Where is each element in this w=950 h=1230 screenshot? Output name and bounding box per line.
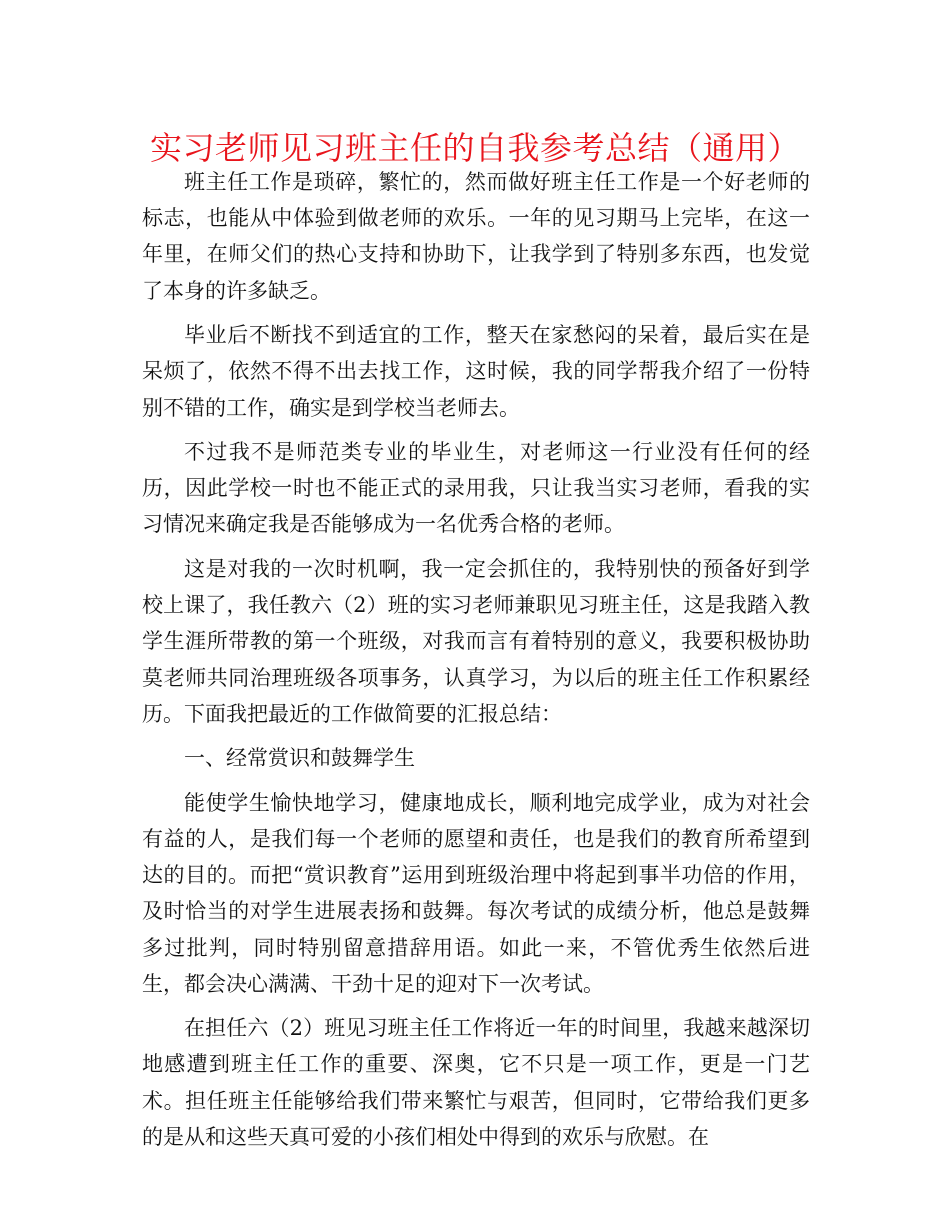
document-title: 实习老师见习班主任的自我参考总结（通用） [149,129,800,167]
paragraph-appreciation: 能使学生愉快地学习，健康地成长，顺利地完成学业，成为对社会有益的人，是我们每一个老师的愿望和责任，也是我们的教育所希望到达的目的。而把“赏识教育”运用到班级治理中将起到事半功倍的作用，及时恰当的对学生进展表扬和鼓舞。每次考试的成绩分析，他总是鼓舞多过批判，同时特别留意措辞用语。如此一来，不管优秀生依然后进生，都会决心满满、干劲十足的迎对下一次考试。 [142,790,810,996]
document-body [142,164,810,1163]
paragraph-opportunity: 这是对我的一次时机啊，我一定会抓住的，我特别快的预备好到学校上课了，我任教六（2）班的实习老师兼职见习班主任，这是我踏入教学生涯所带教的第一个班级，对我而言有着特别的意义，我要积极协助莫老师共同治理班级各项事务，认真学习，为以后的班主任工作积累经历。下面我把最近的工作做简要的汇报总结： [142,556,810,726]
paragraph-reflection: 在担任六（2）班见习班主任工作将近一年的时间里，我越来越深切地感遭到班主任工作的重要、深奥，它不只是一项工作，更是一门艺术。担任班主任能够给我们带来繁忙与艰苦，但同时，它带给我们更多的是从和这些天真可爱的小孩们相处中得到的欢乐与欣慰。在 [142,1016,810,1149]
paragraph-internship: 不过我不是师范类专业的毕业生，对老师这一行业没有任何的经历，因此学校一时也不能正式的录用我，只让我当实习老师，看我的实习情况来确定我是否能够成为一名优秀合格的老师。 [142,440,810,537]
section-heading-appreciation: 一、经常赏识和鼓舞学生 [184,746,415,771]
paragraph-intro: 班主任工作是琐碎，繁忙的，然而做好班主任工作是一个好老师的标志，也能从中体验到做老师的欢乐。一年的见习期马上完毕，在这一年里，在师父们的热心支持和协助下，让我学到了特别多东西，也发觉了本身的许多缺乏。 [142,170,810,303]
paragraph-job-search: 毕业后不断找不到适宜的工作，整天在家愁闷的呆着，最后实在是呆烦了，依然不得不出去找工作，这时候，我的同学帮我介绍了一份特别不错的工作，确实是到学校当老师去。 [142,323,810,420]
